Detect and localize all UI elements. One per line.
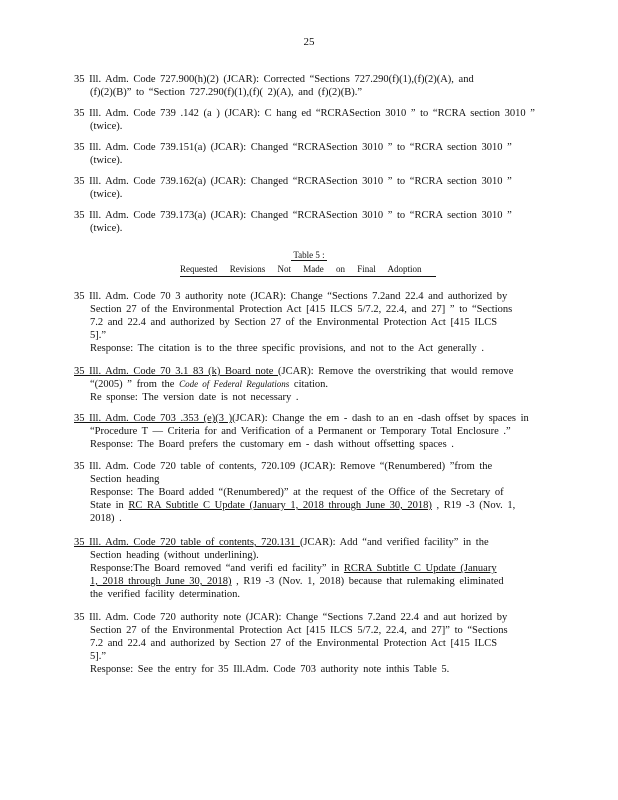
table-subtitle: Requested Revisions Not Made on Final Adoption [180,263,436,277]
list-item [74,611,538,676]
entry-line: (f)(2)(B)” to “Section 727.290(f)(1),(f)( 2)(A), and (f)(2)(B).” [90,87,363,98]
response-line: the verified facility determination. [90,589,241,600]
entry-line: 7.2 and 22.4 and authorized by Section 27 of the Environmental Protection Act [415 ILCS [90,638,498,649]
response-line [74,575,538,588]
entry-line: Section heading [90,474,160,485]
entry-line: 35 Ill. Adm. Code 720 table of contents, 720.109 (JCAR): Remove “(Renumbered) ”from the [74,461,493,472]
entry-line: 5].” [90,330,107,341]
citation-text: 35 Ill. Adm. Code 70 3.1 83 (k) Board note [74,366,279,377]
response-line: Response: The Board added “(Renumbered)” at the request of the Office of the Secretary of [90,487,504,498]
entry-line: Section 27 of the Environmental Protection Act [415 ILCS 5/7.2, 22.4, and 27]” to “Sections [90,625,508,636]
entry-line: 35 Ill. Adm. Code 739.151(a) (JCAR): Changed “RCRASection 3010 ” to “RCRA section 3010 ” [74,142,512,153]
entry-line: (twice). [90,223,123,234]
entry-line: (twice). [90,189,123,200]
citation-text: 35 Ill. Adm. Code 720 table of contents, 720.131 [74,537,300,548]
response-line: Response: The citation is to the three specific provisions, and not to the Act generally . [90,343,485,354]
page-number: 25 [303,36,315,48]
entry-line: (twice). [90,121,123,132]
list-item [74,73,538,99]
entry-text: “(2005) ” from the [90,379,180,390]
list-item [74,365,538,404]
underlined-title: 1, 2018 through June 30, 2018) [90,576,232,587]
entry-line: Section 27 of the Environmental Protection Act [415 ILCS 5/7.2, 22.4, and 27] ” to “Sections [90,304,513,315]
entry-line: 35 Ill. Adm. Code 727.900(h)(2) (JCAR): Corrected “Sections 727.290(f)(1),(f)(2)(A), and [74,74,474,85]
entry-line [74,378,538,391]
entry-text: citation. [289,379,329,390]
entry-line: (twice). [90,155,123,166]
entry-line [74,365,538,378]
list-item [74,175,538,201]
response-line: Response: The Board prefers the customary em - dash without offsetting spaces . [90,439,454,450]
entry-text: (JCAR): Remove the overstriking that would remove [278,366,514,377]
response-line: Re sponse: The version date is not necessary . [90,392,299,403]
entry-text: (JCAR): Change the em - dash to an en -dash offset by spaces in [232,413,529,424]
entry-line: 35 Ill. Adm. Code 70 3 authority note (JCAR): Change “Sections 7.2and 22.4 and authorized by [74,291,508,302]
entry-line: 7.2 and 22.4 and authorized by Section 27 of the Environmental Protection Act [415 ILCS [90,317,498,328]
entry-line: 5].” [90,651,107,662]
underlined-title: RC RA Subtitle C Update (January 1, 2018 through June 30, 2018) [128,500,432,511]
list-item [74,209,538,235]
entry-text: Response:The Board removed “and verifi ed facility” in [90,563,344,574]
entry-line: 35 Ill. Adm. Code 739 .142 (a ) (JCAR): C hang ed “RCRASection 3010 ” to “RCRA section 3010 ” [74,108,535,119]
entry-line: 35 Ill. Adm. Code 739.173(a) (JCAR): Changed “RCRASection 3010 ” to “RCRA section 3010 ” [74,210,512,221]
list-item [74,107,538,133]
response-line [74,562,538,575]
list-item [74,141,538,167]
entry-line: “Procedure T — Criteria for and Verification of a Permanent or Temporary Total Enclosure .” [90,426,511,437]
list-item [74,412,538,451]
entry-line: 35 Ill. Adm. Code 739.162(a) (JCAR): Changed “RCRASection 3010 ” to “RCRA section 3010 ” [74,176,512,187]
entry-line: 35 Ill. Adm. Code 720 authority note (JCAR): Change “Sections 7.2and 22.4 and aut horized by [74,612,508,623]
response-line [74,499,538,512]
entry-line [74,412,538,425]
citation-text: 35 Ill. Adm. Code 703 .353 (e)(3 ) [74,413,233,424]
entry-text: (JCAR): Add “and verified facility” in the [299,537,489,548]
italic-title: Code of Federal Regulations [179,379,290,389]
list-item [74,460,538,525]
entry-line [74,536,538,549]
entry-text: , R19 -3 (Nov. 1, [431,500,516,511]
entry-text: , R19 -3 (Nov. 1, 2018) because that rulemaking eliminated [231,576,504,587]
response-line: 2018) . [90,513,122,524]
underlined-title: RCRA Subtitle C Update (January [343,563,497,574]
list-item [74,290,538,355]
list-item [74,536,538,601]
table-title-text: Table 5 : [293,250,325,260]
response-line: Response: See the entry for 35 Ill.Adm. Code 703 authority note inthis Table 5. [90,664,450,675]
entry-line: Section heading (without underlining). [90,550,259,561]
table-title [0,249,618,262]
entry-text: State in [90,500,129,511]
